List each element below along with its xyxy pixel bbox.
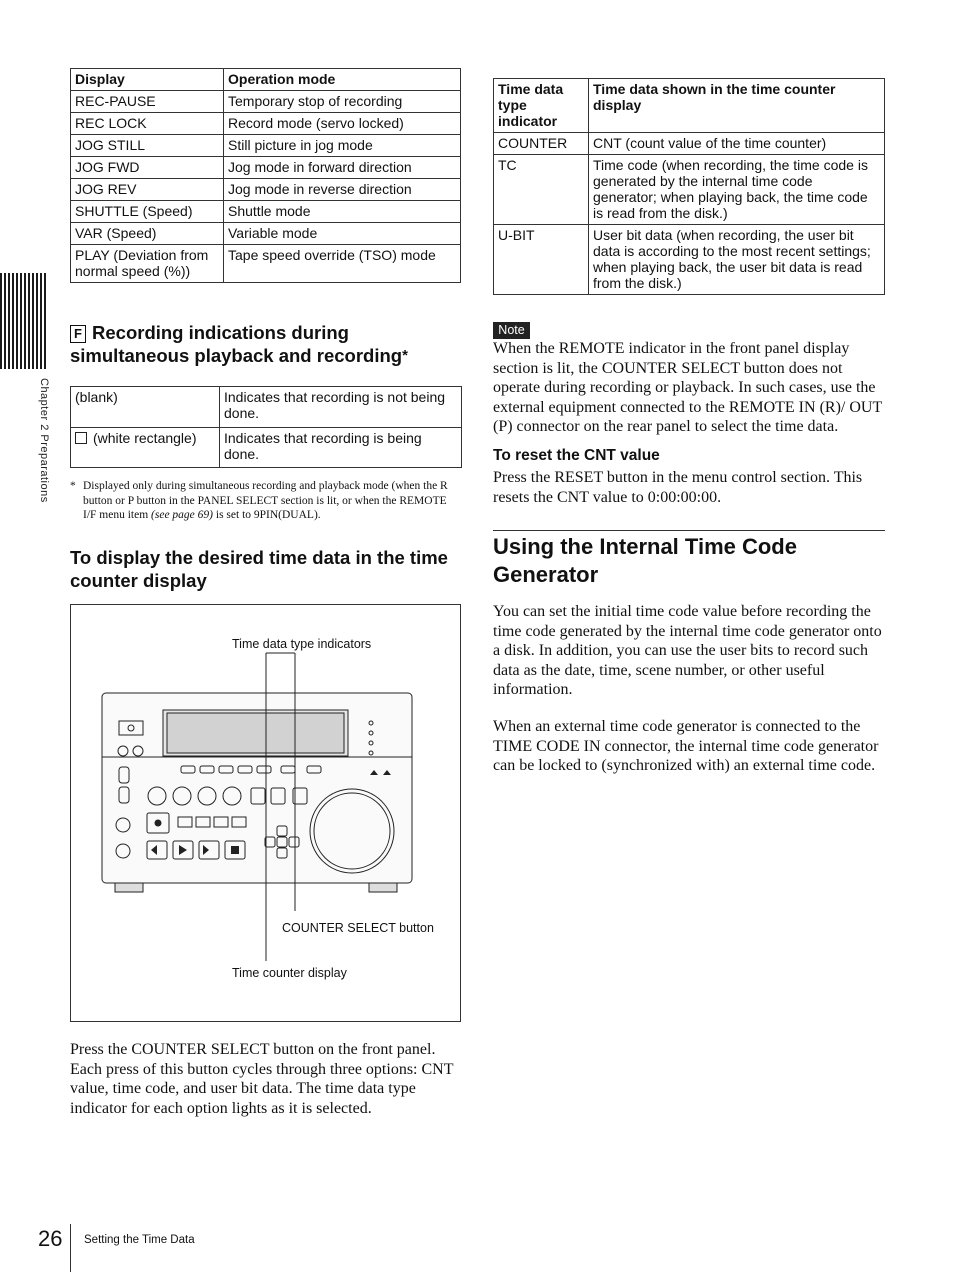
table-cell: VAR (Speed) xyxy=(71,223,224,245)
table-cell: Indicates that recording is not being done. xyxy=(220,387,462,428)
table-cell: Shuttle mode xyxy=(224,201,461,223)
time-data-table xyxy=(493,78,885,295)
table-cell-white-rectangle xyxy=(71,428,220,468)
table-row xyxy=(494,133,885,155)
table-row xyxy=(71,135,461,157)
table-header-cell: Time data shown in the time counter display xyxy=(589,79,885,133)
label-counter-select-button: COUNTER SELECT button xyxy=(282,921,434,935)
footer-section-title: Setting the Time Data xyxy=(84,1234,195,1246)
table-header-row xyxy=(71,69,461,91)
table-header-row xyxy=(494,79,885,133)
note-badge: Note xyxy=(493,322,530,339)
recording-indications-table xyxy=(70,386,462,468)
table-cell: JOG FWD xyxy=(71,157,224,179)
table-cell: Jog mode in forward direction xyxy=(224,157,461,179)
footnote-page-ref: (see page 69) xyxy=(151,509,213,521)
footnote xyxy=(70,479,462,523)
table-cell: CNT (count value of the time counter) xyxy=(589,133,885,155)
display-section-body: Press the COUNTER SELECT button on the front panel. Each press of this button cycles through three options: CNT value, time code, and user bit data. The time data type indicator for each option lights as it is selected. xyxy=(70,1041,454,1117)
table-cell: U-BIT xyxy=(494,225,589,295)
operation-modes-table xyxy=(70,68,461,283)
table-cell: Temporary stop of recording xyxy=(224,91,461,113)
table-header-cell: Operation mode xyxy=(224,69,461,91)
white-rectangle-label: (white rectangle) xyxy=(93,430,197,446)
table-cell: TC xyxy=(494,155,589,225)
table-cell: Record mode (servo locked) xyxy=(224,113,461,135)
chapter-tab-stripes xyxy=(0,273,48,369)
table-cell: Jog mode in reverse direction xyxy=(224,179,461,201)
table-cell: SHUTTLE (Speed) xyxy=(71,201,224,223)
footnote-text-b: is set to 9PIN(DUAL). xyxy=(213,509,321,521)
table-row xyxy=(71,245,461,283)
section-f-title: Recording indications during simultaneous playback and recording xyxy=(70,322,403,366)
table-row xyxy=(494,225,885,295)
chapter-tab-label: Chapter 2 Preparations xyxy=(38,378,50,503)
section-f-heading xyxy=(70,321,462,367)
table-cell: Tape speed override (TSO) mode xyxy=(224,245,461,283)
white-rectangle-icon xyxy=(75,432,87,444)
table-row xyxy=(71,179,461,201)
label-time-data-type-indicators: Time data type indicators xyxy=(232,637,372,651)
table-row xyxy=(71,387,462,428)
table-row xyxy=(71,223,461,245)
reset-text: Press the RESET button in the menu control section. This resets the CNT value to 0:00:00:00. xyxy=(493,469,863,506)
table-header-cell: Time data type indicator xyxy=(494,79,589,133)
table-cell: PLAY (Deviation from normal speed (%)) xyxy=(71,245,224,283)
reset-heading: To reset the CNT value xyxy=(493,447,660,464)
table-cell: (blank) xyxy=(71,387,220,428)
table-cell: Time code (when recording, the time code is generated by the internal time code generator; when playing back, the time code is read from the disk.) xyxy=(589,155,885,225)
footer-divider xyxy=(70,1224,71,1272)
table-cell: COUNTER xyxy=(494,133,589,155)
table-row xyxy=(71,428,462,468)
generator-heading: Using the Internal Time Code Generator xyxy=(493,534,797,587)
table-cell: User bit data (when recording, the user bit data is according to the most recent settings; when playing back, the user bit data is read from the disk.) xyxy=(589,225,885,295)
generator-para-1: You can set the initial time code value before recording the time code generated by the internal time code generator onto a disk. In addition, you can use the user bits to record such data as the date, time, scene number, or other useful information. xyxy=(493,603,882,698)
label-time-counter-display: Time counter display xyxy=(232,966,347,980)
page-number: 26 xyxy=(38,1226,63,1251)
table-row xyxy=(494,155,885,225)
table-cell: REC-PAUSE xyxy=(71,91,224,113)
table-row xyxy=(71,91,461,113)
table-cell: JOG REV xyxy=(71,179,224,201)
footnote-mark: * xyxy=(70,480,76,492)
note-text: When the REMOTE indicator in the front panel display section is lit, the COUNTER SELECT button does not operate during recording or playback. In such cases, use the external equipment connected to the REMOTE IN (R)/ OUT (P) connector on the rear panel to select the time data. xyxy=(493,340,882,435)
table-cell: Still picture in jog mode xyxy=(224,135,461,157)
generator-para-2: When an external time code generator is connected to the TIME CODE IN connector, the internal time code generator can be locked to (synchronized with) an external time code. xyxy=(493,718,879,774)
section-f-badge: F xyxy=(70,325,86,343)
table-row xyxy=(71,113,461,135)
table-row xyxy=(71,201,461,223)
section-divider xyxy=(493,530,885,531)
table-row xyxy=(71,157,461,179)
front-panel-illustration xyxy=(71,605,460,1021)
table-cell: JOG STILL xyxy=(71,135,224,157)
display-section-heading: To display the desired time data in the time counter display xyxy=(70,547,448,591)
table-cell: Indicates that recording is being done. xyxy=(220,428,462,468)
asterisk-mark: * xyxy=(402,347,408,364)
front-panel-figure xyxy=(70,604,461,1022)
table-header-cell: Display xyxy=(71,69,224,91)
footnote-text-a: Displayed only during simultaneous recording and playback mode (when the R button or P button in the PANEL SELECT section is lit, or when the REMOTE I/F menu item xyxy=(83,480,448,521)
table-cell: Variable mode xyxy=(224,223,461,245)
table-cell: REC LOCK xyxy=(71,113,224,135)
